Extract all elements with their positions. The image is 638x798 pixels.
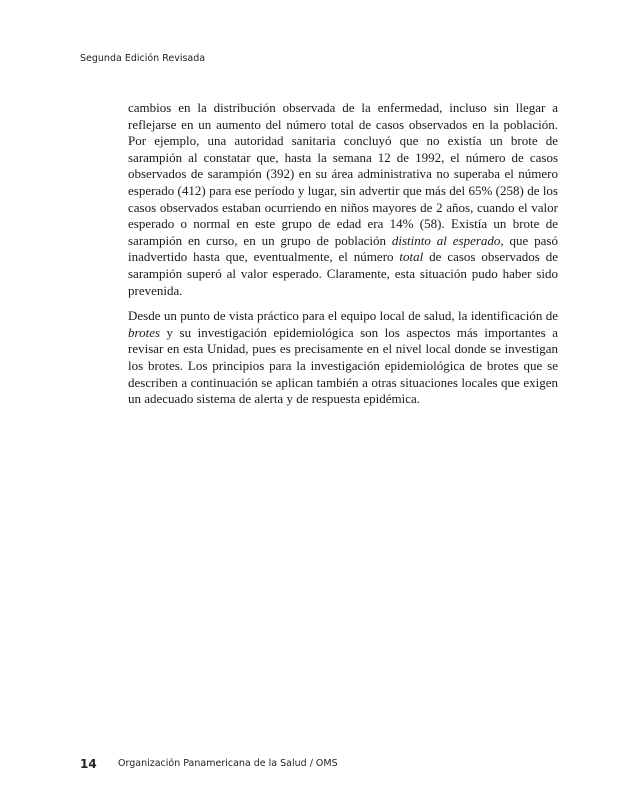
page-number: 14 bbox=[80, 757, 97, 771]
publisher-credit: Organización Panamericana de la Salud / OMS bbox=[118, 758, 338, 769]
paragraph-1-text: cambios en la distribución observada de la enfermedad, incluso sin llegar a reflejarse en un aumento del número total de casos observados en la población. Por ejemplo, una autoridad sanitaria concluyó que no existía un brote de sarampión al constatar que, hasta la semana 12 de 1992, el número de casos observados de sarampión (392) en su área administrativa no superaba el número esperado (412) para ese período y lugar, sin advertir que más del 65% (258) de los casos observados estaban ocurriendo en niños mayores de 2 años, cuando el valor esperado o normal en este grupo de edad era 14% (58). Existía un brote de sarampión en curso, en un grupo de población bbox=[128, 100, 558, 248]
body-text bbox=[128, 100, 558, 417]
paragraph-2 bbox=[128, 308, 558, 408]
paragraph-1-text: , que pasó inadvertido hasta que, eventualmente, el número bbox=[128, 232, 558, 265]
running-header: Segunda Edición Revisada bbox=[80, 53, 206, 64]
paragraph-1-emphasis: total bbox=[399, 249, 424, 265]
paragraph-1-text: de casos observados de sarampión superó al valor esperado. Claramente, esta situación pudo haber sido prevenida. bbox=[128, 249, 559, 298]
paragraph-2-text: Desde un punto de vista práctico para el equipo local de salud, la identificación de bbox=[128, 308, 558, 324]
paragraph-1 bbox=[128, 100, 558, 299]
paragraph-2-text: y su investigación epidemiológica son los aspectos más importantes a revisar en esta Unidad, pues es precisamente en el nivel local donde se investigan los brotes. Los principios para la investigación epidemiológica de brotes que se describen a continuación se aplican también a otras situaciones locales que exigen un adecuado sistema de alerta y de respuesta epidémica. bbox=[128, 324, 558, 407]
paragraph-1-emphasis: distinto al esperado bbox=[391, 232, 501, 248]
page-footer bbox=[80, 757, 560, 773]
paragraph-2-emphasis: brotes bbox=[128, 324, 161, 340]
